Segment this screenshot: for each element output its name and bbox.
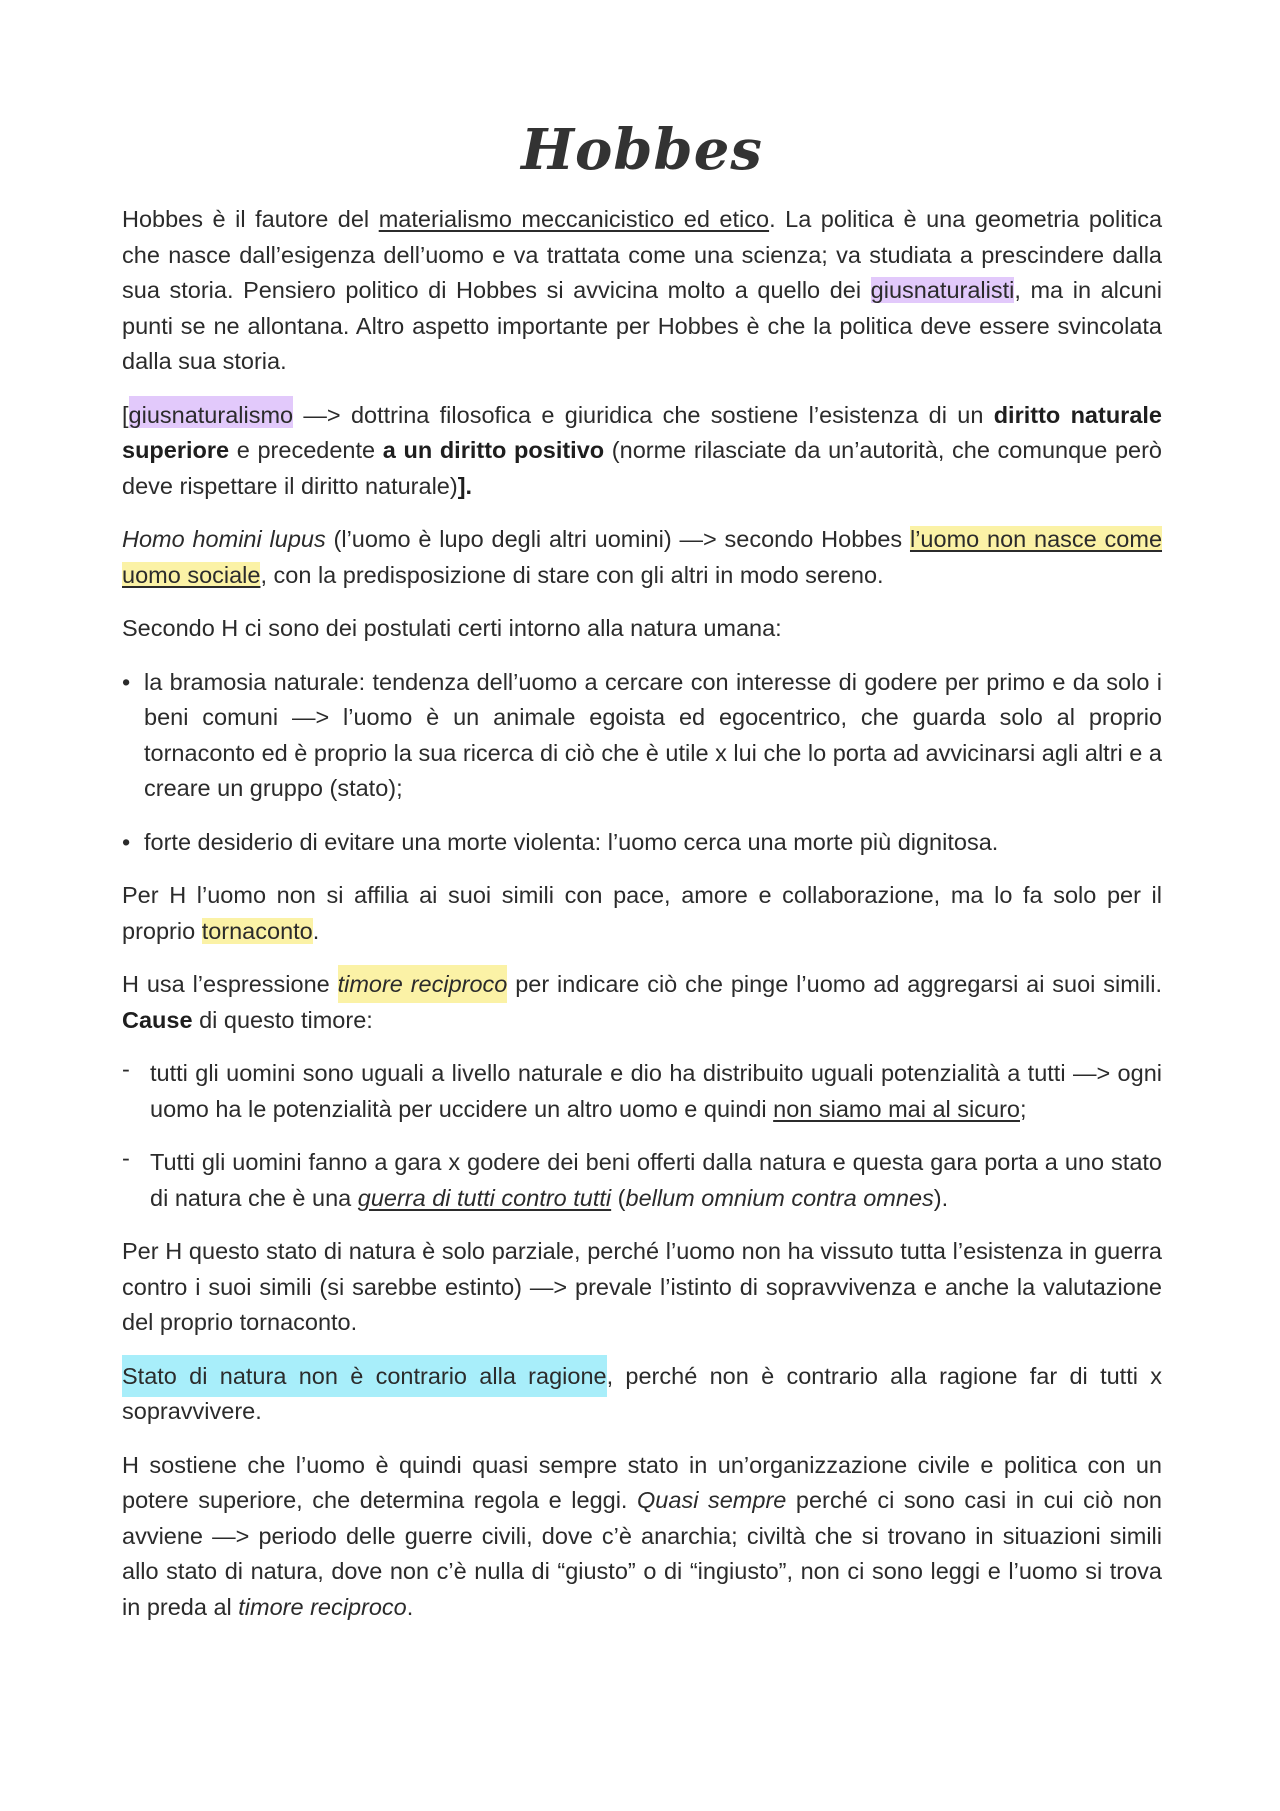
bold-bracket: ]. <box>457 472 473 499</box>
text: ( <box>611 1184 626 1211</box>
paragraph-stato-parziale: Per H questo stato di natura è solo parziale, perché l’uomo non ha vissuto tutta l’esistenza in guerra contro i suoi simili (si sarebbe estinto) —> prevale l’istinto di sopravvivenza e anche la valutazione del proprio tornaconto. <box>122 1238 1162 1335</box>
italic-phrase: Homo homini lupus <box>122 526 326 552</box>
text: Hobbes è il fautore del <box>122 206 379 232</box>
bold-term: a un diritto positivo <box>382 437 605 463</box>
italic-phrase: timore reciproco <box>238 1593 407 1620</box>
paragraph-timore <box>122 967 1162 1038</box>
text: . <box>312 917 320 944</box>
text: e precedente <box>229 437 383 463</box>
text: H usa l’espressione <box>122 971 338 997</box>
text: (norme rilasciate da un’autorità, che comunque però deve rispettare il diritto naturale) <box>122 437 1162 499</box>
text: (l’uomo è lupo degli altri uomini) —> secondo Hobbes <box>325 526 910 552</box>
highlight-yellow: l’uomo non nasce come uomo sociale <box>122 526 1163 588</box>
paragraph-giusnaturalismo <box>122 398 1162 505</box>
text: , perché non è contrario alla ragione far di tutti x sopravvivere. <box>122 1362 1163 1424</box>
paragraph-tornaconto <box>122 878 1162 949</box>
highlight-purple: giusnaturalisti <box>870 277 1015 303</box>
page-title: Hobbes <box>521 117 763 183</box>
text: [ <box>122 401 129 428</box>
text: Tutti gli uomini fanno a gara x godere dei beni offerti dalla natura e questa gara porta a uno stato di natura che è una <box>150 1149 1162 1211</box>
paragraph-intro <box>122 202 1162 380</box>
text: , con la predisposizione di stare con gli altri in modo sereno. <box>260 561 884 588</box>
highlight-yellow: tornaconto <box>201 917 313 944</box>
paragraph-homo-homini <box>122 522 1162 593</box>
text: di questo timore: <box>192 1006 373 1033</box>
text: —> dottrina filosofica e giuridica che sostiene l’esistenza di un <box>293 401 994 428</box>
text: tutti gli uomini sono uguali a livello naturale e dio ha distribuito uguali potenzialità a tutti —> ogni uomo ha le potenzialità per uccidere un altro uomo e quindi <box>150 1060 1162 1122</box>
text: per indicare ciò che pinge l’uomo ad aggregarsi ai suoi simili. <box>507 971 1162 997</box>
underlined-italic-term: guerra di tutti contro tutti <box>357 1184 612 1211</box>
text: . <box>406 1593 414 1620</box>
text: Per H l’uomo non si affilia ai suoi simili con pace, amore e collaborazione, ma lo fa solo per il proprio <box>122 882 1162 944</box>
bold-term: Cause <box>122 1006 193 1033</box>
list-item: • la bramosia naturale: tendenza dell’uomo a cercare con interesse di godere per primo e da solo i beni comuni —> l’uomo è un animale egoista ed egocentrico, che guarda solo al proprio tornaconto ed è proprio la sua ricerca di ciò che è utile x lui che lo porta ad avvicinarsi agli altri e a creare un gruppo (stato); <box>122 665 1162 807</box>
text: , ma in alcuni punti se ne allontana. Altro aspetto importante per Hobbes è che la politica deve essere svincolata dalla sua storia. <box>122 277 1162 374</box>
italic-phrase: Quasi sempre <box>637 1487 787 1513</box>
highlight-yellow: timore reciproco <box>338 965 508 1003</box>
list-item <box>122 1056 1162 1127</box>
paragraph-ragione <box>122 1359 1162 1430</box>
document-page <box>122 118 1162 1643</box>
italic-phrase: bellum omnium contra omnes <box>625 1184 934 1211</box>
underlined-term: materialismo meccanicistico ed etico <box>378 206 770 232</box>
list-item <box>122 1145 1162 1216</box>
bullet-list <box>122 665 1162 861</box>
dash-list <box>122 1056 1162 1216</box>
paragraph-organizzazione <box>122 1448 1162 1626</box>
paragraph-postulati: Secondo H ci sono dei postulati certi intorno alla natura umana: <box>122 615 782 641</box>
text: . La politica è una geometria politica che nasce dall’esigenza dell’uomo e va trattata come una scienza; va studiata a prescindere dalla sua storia. Pensiero politico di Hobbes si avvicina molto a quello dei <box>122 206 1163 303</box>
list-item: • forte desiderio di evitare una morte violenta: l’uomo cerca una morte più dignitosa. <box>122 825 1162 861</box>
text: H sostiene che l’uomo è quindi quasi sempre stato in un’organizzazione civile e politica con un potere superiore, che determina regola e leggi. <box>122 1451 1162 1513</box>
text: perché ci sono casi in cui ciò non avviene —> periodo delle guerre civili, dove c’è anarchia; civiltà che si trovano in situazioni simili allo stato di natura, dove non c’è nulla di “giusto” o di “ingiusto”, non ci sono leggi e l’uomo si trova in preda al <box>122 1487 1162 1620</box>
text: ). <box>933 1184 949 1211</box>
underlined-term: non siamo mai al sicuro <box>773 1095 1020 1122</box>
text: ; <box>1020 1095 1027 1122</box>
bold-term: diritto naturale superiore <box>122 401 1162 463</box>
highlight-purple: giusnaturalismo <box>129 396 294 428</box>
highlight-cyan: Stato di natura non è contrario alla ragione <box>122 1355 607 1397</box>
